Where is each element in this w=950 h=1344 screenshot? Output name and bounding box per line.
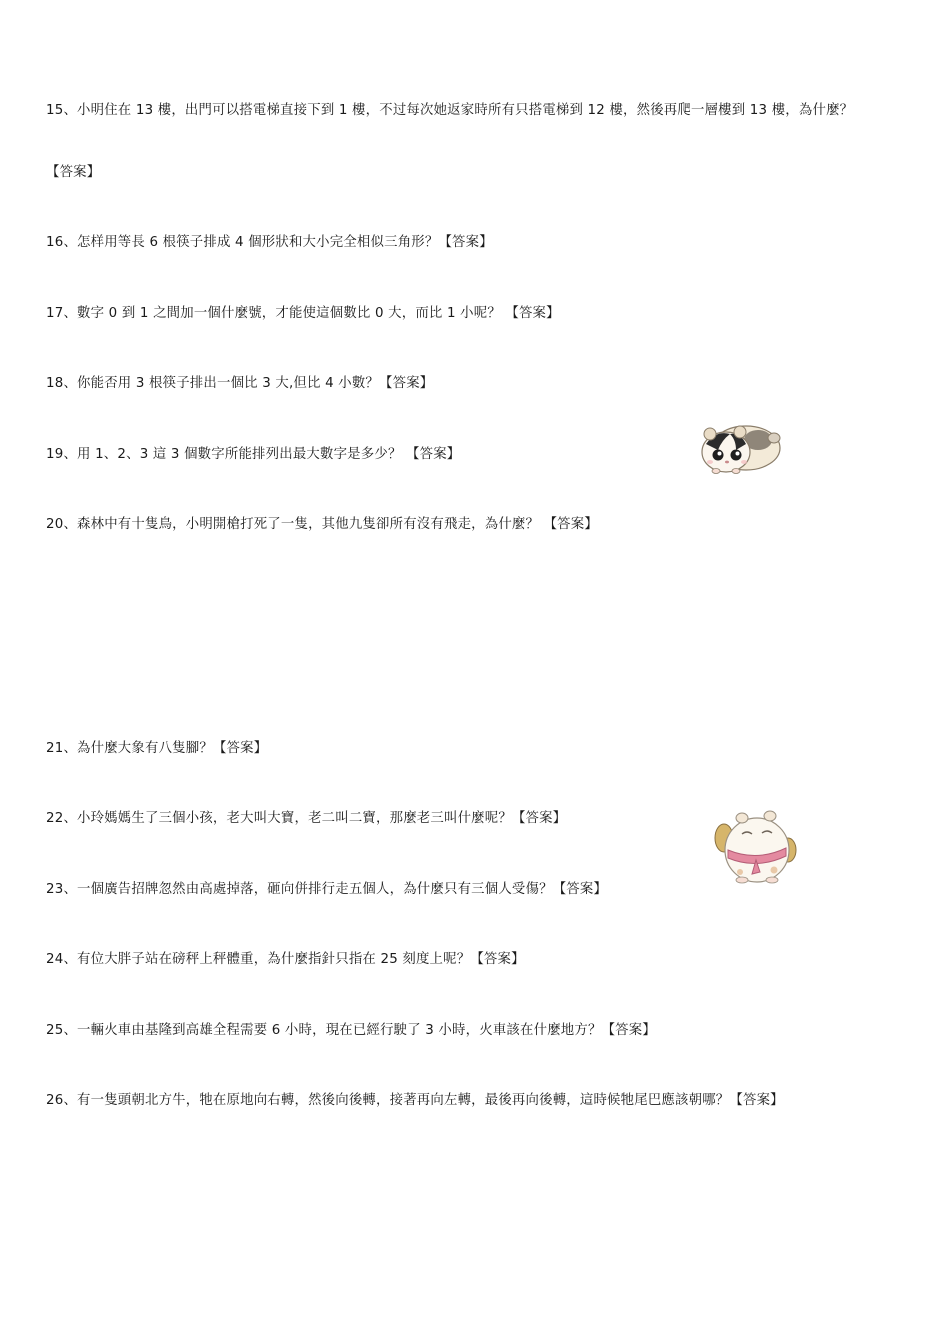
answer-link-16[interactable]: 【答案】 xyxy=(438,235,493,250)
question-22-text: 22、小玲媽媽生了三個小孩，老大叫大寶，老二叫二寶，那麼老三叫什麼呢？ xyxy=(46,811,512,826)
answer-link-23[interactable]: 【答案】 xyxy=(552,882,608,897)
question-22 xyxy=(46,810,566,828)
answer-link-21[interactable]: 【答案】 xyxy=(212,741,268,756)
question-20-text: 20、森林中有十隻鳥，小明開槍打死了一隻，其他九隻卻所有沒有飛走，為什麼？ xyxy=(46,517,544,532)
question-15-answer-line xyxy=(46,164,100,182)
question-16 xyxy=(46,234,493,252)
question-20 xyxy=(46,516,598,534)
question-25-text: 25、一輛火車由基隆到高雄全程需要 6 小時，現在已經行駛了 3 小時，火車該在什麼地方？ xyxy=(46,1023,602,1038)
answer-link-17[interactable]: 【答案】 xyxy=(505,306,560,321)
question-15-text: 15、小明住在 13 樓，出門可以搭電梯直接下到 1 樓，不过每次她返家時所有只搭電梯到 12 樓，然後再爬一層樓到 13 樓，為什麼？ xyxy=(46,103,854,118)
question-19 xyxy=(46,446,460,464)
question-26-text: 26、有一隻頭朝北方牛，牠在原地向右轉，然後向後轉，接著再向左轉，最後再向後轉，這時候牠尾巴應該朝哪？ xyxy=(46,1093,730,1108)
question-17 xyxy=(46,305,560,323)
answer-link-26[interactable]: 【答案】 xyxy=(729,1093,784,1108)
answer-link-22[interactable]: 【答案】 xyxy=(511,811,567,826)
question-18 xyxy=(46,375,433,393)
answer-link-20[interactable]: 【答案】 xyxy=(543,517,598,532)
question-24-text: 24、有位大胖子站在磅秤上秤體重，為什麼指針只指在 25 刻度上呢？ xyxy=(46,952,471,967)
question-17-text: 17、數字 0 到 1 之間加一個什麼號，才能使這個數比 0 大，而比 1 小呢？ xyxy=(46,306,506,321)
answer-link-24[interactable]: 【答案】 xyxy=(470,952,525,967)
question-18-text: 18、你能否用 3 根筷子排出一個比 3 大,但比 4 小數？ xyxy=(46,376,380,391)
question-16-text: 16、怎样用等長 6 根筷子排成 4 個形狀和大小完全相似三角形？ xyxy=(46,235,439,250)
question-21 xyxy=(46,740,267,758)
answer-link-18[interactable]: 【答案】 xyxy=(379,376,434,391)
answer-link-15[interactable]: 【答案】 xyxy=(46,165,101,180)
question-23-text: 23、一個廣告招牌忽然由高處掉落，砸向併排行走五個人，為什麼只有三個人受傷？ xyxy=(46,882,553,897)
hamster-illustration-2 xyxy=(712,800,802,888)
answer-link-25[interactable]: 【答案】 xyxy=(601,1023,656,1038)
hamster-illustration-1 xyxy=(696,410,786,480)
question-23 xyxy=(46,881,607,899)
answer-link-19[interactable]: 【答案】 xyxy=(406,447,461,462)
question-26 xyxy=(46,1092,784,1110)
question-15 xyxy=(46,102,853,120)
question-25 xyxy=(46,1022,656,1040)
question-24 xyxy=(46,951,525,969)
question-21-text: 21、為什麼大象有八隻腳？ xyxy=(46,741,213,756)
question-19-text: 19、用 1、2、3 這 3 個數字所能排列出最大數字是多少？ xyxy=(46,447,407,462)
